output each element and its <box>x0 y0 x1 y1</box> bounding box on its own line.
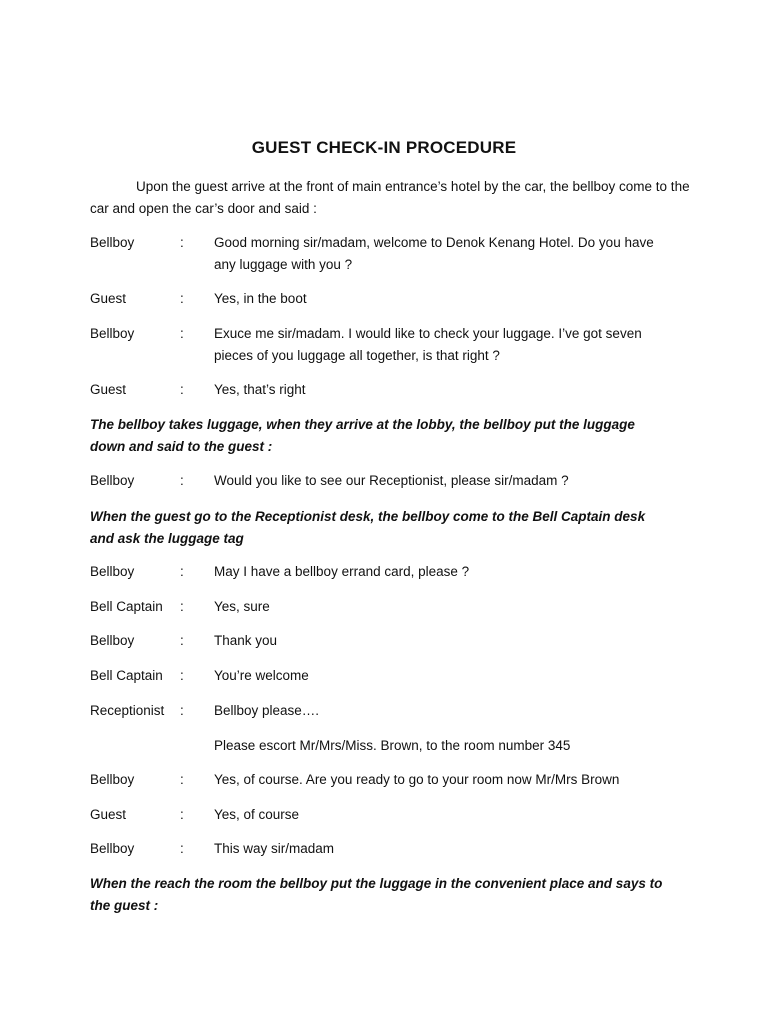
speaker-name: Bellboy <box>90 772 135 787</box>
speech-text: Exuce me sir/madam. I would like to check your luggage. I’ve got seven pieces of you luggage all together, is that right ? <box>214 326 642 363</box>
speech-text: Yes, of course. Are you ready to go to your room now Mr/Mrs Brown <box>214 772 620 787</box>
speaker-name: Bellboy <box>90 473 135 488</box>
speaker-name: Bellboy <box>90 841 135 856</box>
speech-text: Yes, that’s right <box>214 382 306 397</box>
speaker-separator: : <box>180 633 184 648</box>
speaker-separator: : <box>180 326 184 341</box>
stage-note: When the reach the room the bellboy put the luggage in the convenient place and says to the guest : <box>90 876 663 913</box>
speech-text: Would you like to see our Receptionist, please sir/madam ? <box>214 473 569 488</box>
speaker-separator: : <box>180 668 184 683</box>
speech-text: You’re welcome <box>214 668 309 683</box>
speaker-name: Bellboy <box>90 235 135 250</box>
page-title: GUEST CHECK-IN PROCEDURE <box>251 138 517 157</box>
speaker-separator: : <box>180 841 184 856</box>
speaker-name: Bellboy <box>90 633 135 648</box>
speech-text: Please escort Mr/Mrs/Miss. Brown, to the room number 345 <box>214 738 571 753</box>
speaker-separator: : <box>180 772 184 787</box>
speaker-separator: : <box>180 807 184 822</box>
stage-note: When the guest go to the Receptionist desk, the bellboy come to the Bell Captain desk and ask the luggage tag <box>90 509 646 546</box>
speaker-separator: : <box>180 599 184 614</box>
speaker-separator: : <box>180 473 184 488</box>
speaker-name: Bellboy <box>90 564 135 579</box>
speech-text: Yes, in the boot <box>214 291 307 306</box>
speech-text: Thank you <box>214 633 278 648</box>
speech-text: Good morning sir/madam, welcome to Denok Kenang Hotel. Do you have any luggage with you ? <box>214 235 654 272</box>
intro-paragraph: Upon the guest arrive at the front of main entrance’s hotel by the car, the bellboy come to the car and open the car’s door and said : <box>90 179 690 216</box>
speaker-separator: : <box>180 235 184 250</box>
speaker-name: Guest <box>90 807 127 822</box>
speaker-name: Guest <box>90 382 127 397</box>
stage-note: The bellboy takes luggage, when they arrive at the lobby, the bellboy put the luggage down and said to the guest : <box>90 417 635 454</box>
speaker-name: Receptionist <box>90 703 165 718</box>
speech-text: This way sir/madam <box>214 841 335 856</box>
speaker-name: Bell Captain <box>90 668 163 683</box>
speaker-separator: : <box>180 291 184 306</box>
speaker-name: Bell Captain <box>90 599 163 614</box>
speech-text: May I have a bellboy errand card, please ? <box>214 564 470 579</box>
speech-text: Bellboy please…. <box>214 703 320 718</box>
speech-text: Yes, sure <box>214 599 270 614</box>
speaker-separator: : <box>180 564 184 579</box>
speaker-name: Bellboy <box>90 326 135 341</box>
speech-text: Yes, of course <box>214 807 300 822</box>
speaker-name: Guest <box>90 291 127 306</box>
speaker-separator: : <box>180 382 184 397</box>
speaker-separator: : <box>180 703 184 718</box>
